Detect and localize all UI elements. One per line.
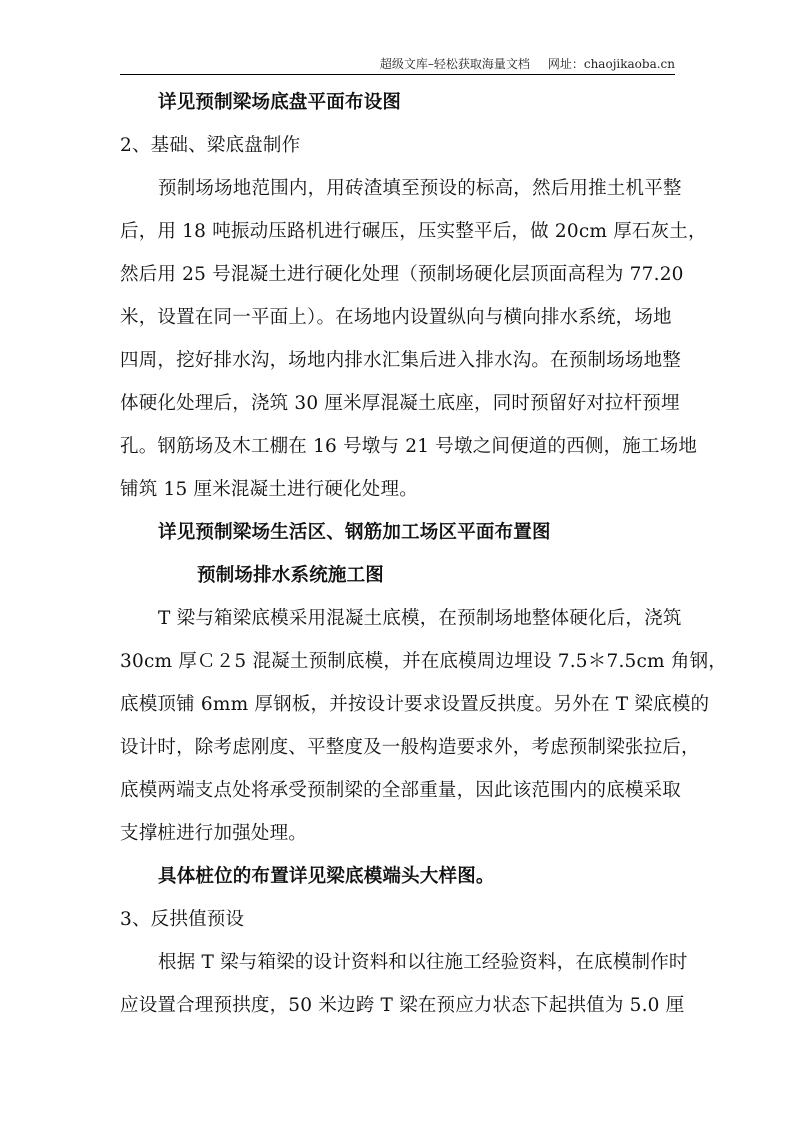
- section-heading: 3、反拱值预设: [120, 909, 245, 930]
- document-body: [120, 81, 727, 1027]
- paragraph-line: 底模两端支点处将承受预制梁的全部重量，因此该范围内的底模采取: [120, 780, 682, 801]
- paragraph-line: 孔。钢筋场及木工棚在 16 号墩与 21 号墩之间便道的西侧，施工场地: [120, 436, 698, 457]
- header-site-name: 超级文库–轻松获取海量文档: [379, 57, 530, 71]
- paragraph-line: 支撑桩进行加强处理。: [120, 823, 308, 844]
- page-header: [120, 54, 675, 75]
- paragraph-line: 四周，挖好排水沟，场地内排水汇集后进入排水沟。在预制场场地整: [120, 350, 682, 371]
- paragraph-line: 米，设置在同一平面上）。在场地内设置纵向与横向排水系统，场地: [120, 307, 672, 328]
- header-url: 网址：chaojikaoba.cn: [547, 57, 675, 71]
- paragraph-line: 然后用 25 号混凝土进行硬化处理（预制场硬化层顶面高程为 77.20: [120, 264, 684, 285]
- paragraph-line: 铺筑 15 厘米混凝土进行硬化处理。: [120, 479, 418, 500]
- paragraph-line: 后，用 18 吨振动压路机进行碾压，压实整平后，做 20cm 厚石灰土，: [120, 221, 707, 242]
- paragraph-line: 体硬化处理后，浇筑 30 厘米厚混凝土底座，同时预留好对拉杆预埋: [120, 393, 680, 414]
- paragraph-line: T 梁与箱梁底模采用混凝土底模，在预制场地整体硬化后，浇筑: [158, 608, 682, 629]
- figure-reference-heading: 详见预制梁场底盘平面布设图: [158, 92, 402, 113]
- paragraph-line: 预制场场地范围内，用砖渣填至预设的标高，然后用推土机平整: [158, 178, 682, 199]
- paragraph-line: 根据 T 梁与箱梁的设计资料和以往施工经验资料，在底模制作时: [158, 952, 688, 973]
- paragraph-line: 底模顶铺 6mm 厚钢板，并按设计要求设置反拱度。另外在 T 梁底模的: [120, 694, 710, 715]
- section-heading: 2、基础、梁底盘制作: [120, 135, 301, 156]
- figure-reference-heading: 预制场排水系统施工图: [197, 565, 385, 586]
- figure-reference-heading: 详见预制梁场生活区、钢筋加工场区平面布置图: [158, 522, 551, 543]
- paragraph-line: 设计时，除考虑刚度、平整度及一般构造要求外，考虑预制梁张拉后，: [120, 737, 700, 758]
- paragraph-line: 应设置合理预拱度，50 米边跨 T 梁在预应力状态下起拱值为 5.0 厘: [120, 995, 685, 1016]
- paragraph-line: 30cm 厚Ｃ２5 混凝土预制底模，并在底模周边埋设 7.5＊7.5cm 角钢，: [120, 651, 727, 672]
- figure-reference-heading: 具体桩位的布置详见梁底模端头大样图。: [158, 866, 495, 887]
